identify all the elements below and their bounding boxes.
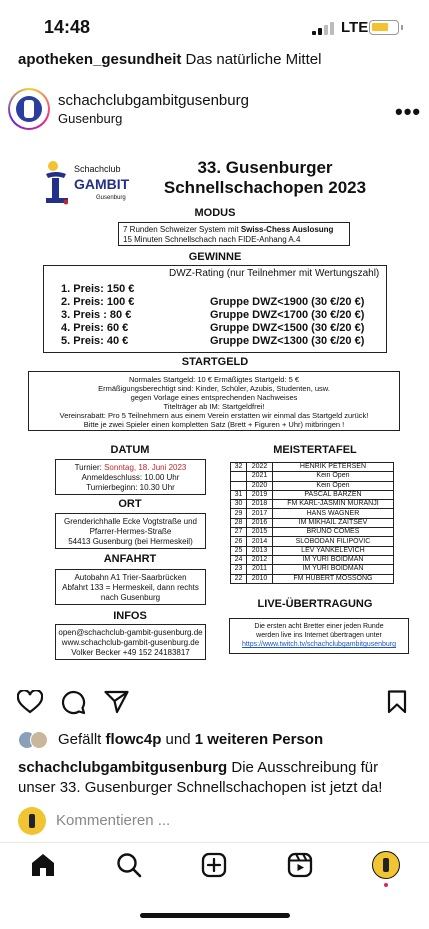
- anfahrt-line-3: nach Gusenburg: [100, 593, 161, 602]
- live-line-2: werden live ins Internet übertragen unter: [256, 632, 382, 639]
- meistertafel-row: [231, 574, 394, 583]
- infos-heading: INFOS: [113, 610, 147, 622]
- gewinne-heading: GEWINNE: [188, 251, 242, 263]
- profile-icon[interactable]: [372, 851, 400, 879]
- meistertafel-winner: FM KARL-JASMIN MURANJI: [272, 500, 393, 509]
- meistertafel-number: 25: [231, 546, 247, 555]
- startgeld-line-6: Bitte je zwei Spieler einen kompletten Satz (Brett + Figuren + Uhr) mitbringen !: [83, 420, 345, 429]
- turnier-label: Turnier:: [74, 463, 105, 472]
- more-options-icon[interactable]: •••: [395, 99, 422, 124]
- prize-4: 4. Preis: 60 €: [61, 322, 129, 334]
- turnierbeginn: Turnierbeginn: 10.30 Uhr: [86, 483, 175, 492]
- previous-post-username[interactable]: apotheken_gesundheit: [18, 51, 182, 68]
- dwz-heading: DWZ-Rating (nur Teilnehmer mit Wertungszahl): [169, 268, 380, 279]
- infos-phone: Volker Becker +49 152 24183817: [71, 648, 190, 657]
- anfahrt-box: [55, 569, 206, 605]
- startgeld-heading: STARTGELD: [181, 356, 249, 368]
- live-heading: LIVE-ÜBERTRAGUNG: [257, 598, 373, 610]
- modus-line-1-bold: Swiss-Chess Auslosung: [240, 225, 334, 234]
- meistertafel-number: 24: [231, 555, 247, 564]
- live-box: [229, 618, 409, 654]
- prize-5: 5. Preis: 40 €: [61, 335, 129, 347]
- group-1700: Gruppe DWZ<1700 (30 €/20 €): [210, 309, 365, 321]
- comment-placeholder[interactable]: Kommentieren ...: [56, 812, 171, 829]
- logo-line-1: Schachclub: [74, 164, 121, 174]
- live-link[interactable]: https://www.twitch.tv/schachclubgambitgusenburg: [241, 641, 397, 648]
- meistertafel-winner: IM YURI BOIDMAN: [272, 565, 393, 574]
- anfahrt-heading: ANFAHRT: [103, 553, 157, 565]
- meistertafel-row: [231, 565, 394, 574]
- post-location[interactable]: Gusenburg: [58, 111, 123, 126]
- startgeld-box: [28, 371, 400, 431]
- meistertafel-year: 2014: [247, 537, 273, 546]
- signal-icon: [312, 22, 336, 35]
- group-1900: Gruppe DWZ<1900 (30 €/20 €): [210, 296, 365, 308]
- home-icon[interactable]: [30, 852, 56, 878]
- meistertafel-row: [231, 518, 394, 527]
- group-1500: Gruppe DWZ<1500 (30 €/20 €): [210, 322, 365, 334]
- meistertafel-year: 2019: [247, 490, 273, 499]
- logo-line-2: GAMBIT: [74, 176, 130, 192]
- meistertafel-row: [231, 546, 394, 555]
- ort-line-3: 54413 Gusenburg (bei Hermeskeil): [68, 537, 193, 546]
- home-indicator[interactable]: [140, 913, 290, 918]
- prize-1: 1. Preis: 150 €: [61, 283, 135, 295]
- meistertafel-year: 2021: [247, 472, 273, 481]
- anmeldeschluss: Anmeldeschluss: 10.00 Uhr: [81, 473, 180, 482]
- meistertafel-heading: MEISTERTAFEL: [273, 444, 357, 456]
- likes-others[interactable]: 1 weiteren Person: [194, 731, 324, 748]
- ort-heading: ORT: [118, 498, 142, 510]
- meistertafel-number: 28: [231, 518, 247, 527]
- meistertafel-winner: SLOBODAN FILIPOVIC: [272, 537, 393, 546]
- meistertafel-year: 2022: [247, 463, 273, 472]
- meistertafel-year: 2020: [247, 481, 273, 490]
- post-image[interactable]: [0, 140, 429, 680]
- poster-title-2: Schnellschachopen 2023: [163, 178, 367, 197]
- bottom-nav: [0, 842, 429, 886]
- previous-post-caption: [18, 51, 429, 68]
- startgeld-line-4: Titelträger ab IM: Startgeldfrei!: [163, 402, 265, 411]
- meistertafel-row: [231, 537, 394, 546]
- poster-title-1: 33. Gusenburger: [197, 158, 333, 177]
- group-1300: Gruppe DWZ<1300 (30 €/20 €): [210, 335, 365, 347]
- datum-box: [55, 459, 206, 495]
- infos-email: open@schachclub-gambit-gusenburg.de: [58, 628, 203, 637]
- status-time: 14:48: [44, 17, 91, 37]
- meistertafel-year: 2015: [247, 528, 273, 537]
- own-avatar: [18, 807, 46, 835]
- meistertafel-number: 29: [231, 509, 247, 518]
- previous-post-text: Das natürliche Mittel: [185, 51, 322, 68]
- meistertafel-row: [231, 500, 394, 509]
- comment-icon[interactable]: [61, 690, 86, 715]
- meistertafel-year: 2018: [247, 500, 273, 509]
- meistertafel-number: 23: [231, 565, 247, 574]
- likes-user[interactable]: flowc4p: [105, 731, 162, 748]
- meistertafel-number: 30: [231, 500, 247, 509]
- meistertafel-year: 2017: [247, 509, 273, 518]
- meistertafel-row: [231, 463, 394, 472]
- startgeld-line-1: Normales Startgeld: 10 € Ermäßigtes Startgeld: 5 €: [128, 375, 300, 384]
- meistertafel-number: 27: [231, 528, 247, 537]
- gewinne-box: [43, 265, 387, 353]
- meistertafel-winner: HANS WAGNER: [272, 509, 393, 518]
- meistertafel-row: [231, 472, 394, 481]
- anfahrt-line-1: Autobahn A1 Trier-Saarbrücken: [74, 573, 187, 582]
- turnier-date: Sonntag, 18. Juni 2023: [104, 463, 187, 472]
- meistertafel-winner: Kein Open: [272, 481, 393, 490]
- ort-line-1: Grenderichhalle Ecke Vogtstraße und: [64, 517, 197, 526]
- meistertafel-year: 2016: [247, 518, 273, 527]
- prize-3: 3. Preis : 80 €: [61, 309, 132, 321]
- meistertafel-row: [231, 490, 394, 499]
- startgeld-line-5: Vereinsrabatt: Pro 5 Teilnehmern aus einem Verein erstatten wir einmal das Startgeld zurück!: [59, 411, 369, 420]
- create-icon[interactable]: [201, 852, 227, 878]
- meistertafel-number: 22: [231, 574, 247, 583]
- datum-heading: DATUM: [110, 444, 150, 456]
- modus-line-2: 15 Minuten Schnellschach nach FIDE-Anhang A.4: [123, 235, 301, 244]
- post-username[interactable]: schachclubgambitgusenburg: [58, 92, 249, 109]
- gambit-figure-icon: [44, 160, 68, 208]
- meistertafel-number: 26: [231, 537, 247, 546]
- modus-heading: MODUS: [194, 207, 236, 219]
- meistertafel-row: [231, 555, 394, 564]
- likes-prefix: Gefällt: [58, 731, 106, 748]
- modus-line-1: 7 Runden Schweizer System mit: [123, 225, 241, 234]
- meistertafel-number: [231, 481, 247, 490]
- meistertafel-winner: IM MIKHAIL ZAITSEV: [272, 518, 393, 527]
- meistertafel-row: [231, 528, 394, 537]
- notification-dot-icon: [384, 883, 388, 887]
- live-line-1: Die ersten acht Bretter einer jeden Runde: [254, 623, 384, 630]
- avatar[interactable]: [8, 88, 50, 130]
- infos-box: [55, 624, 206, 660]
- meistertafel-winner: BRUNO COMES: [272, 528, 393, 537]
- heart-icon[interactable]: [17, 690, 43, 714]
- meistertafel-winner: HENRIK PETERSEN: [272, 463, 393, 472]
- search-icon[interactable]: [116, 852, 142, 878]
- meistertafel-number: 32: [231, 463, 247, 472]
- network-label: LTE: [341, 19, 369, 36]
- infos-web: www.schachclub-gambit-gusenburg.de: [61, 638, 200, 647]
- caption-username[interactable]: schachclubgambitgusenburg: [18, 759, 228, 776]
- logo-line-3: Gusenburg: [96, 195, 126, 201]
- likes-line[interactable]: [58, 731, 323, 748]
- meistertafel-year: 2011: [247, 565, 273, 574]
- post-actions: [0, 690, 429, 720]
- meistertafel-number: 31: [231, 490, 247, 499]
- bookmark-icon[interactable]: [387, 690, 407, 714]
- meistertafel-winner: FM HUBERT MOSSONG: [272, 574, 393, 583]
- share-icon[interactable]: [104, 690, 129, 714]
- ort-line-2: Pfarrer-Hermes-Straße: [89, 527, 172, 536]
- meistertafel-winner: IM YURI BOIDMAN: [272, 555, 393, 564]
- prize-2: 2. Preis: 100 €: [61, 296, 135, 308]
- reels-icon[interactable]: [287, 852, 313, 878]
- liker-avatars[interactable]: [18, 731, 52, 749]
- meistertafel-winner: Kein Open: [272, 472, 393, 481]
- battery-icon: [369, 20, 399, 35]
- post-caption: [18, 758, 418, 798]
- club-logo: [44, 158, 130, 210]
- likes-mid: und: [161, 731, 195, 748]
- meistertafel-number: [231, 472, 247, 481]
- comment-field[interactable]: [18, 807, 418, 835]
- meistertafel-table: [230, 462, 394, 584]
- startgeld-line-3: gegen Vorlage eines entsprechenden Nachweises: [130, 393, 298, 402]
- ort-box: [55, 513, 206, 549]
- post-header: [0, 80, 429, 140]
- meistertafel-year: 2012: [247, 555, 273, 564]
- meistertafel-year: 2010: [247, 574, 273, 583]
- anfahrt-line-2: Abfahrt 133 = Hermeskeil, dann rechts: [62, 583, 199, 592]
- meistertafel-year: 2013: [247, 546, 273, 555]
- caption-text: Die Ausschreibung für unser 33. Gusenburger Schnellschachopen ist jetzt da!: [18, 759, 383, 796]
- meistertafel-row: [231, 509, 394, 518]
- meistertafel-row: [231, 481, 394, 490]
- modus-box: [118, 222, 350, 246]
- meistertafel-winner: PASCAL BARZEN: [272, 490, 393, 499]
- status-bar: [0, 0, 429, 50]
- meistertafel-winner: LEV YANKELEVICH: [272, 546, 393, 555]
- startgeld-line-2: Ermäßigungsberechtigt sind: Kinder, Schüler, Azubis, Studenten, usw.: [98, 384, 330, 393]
